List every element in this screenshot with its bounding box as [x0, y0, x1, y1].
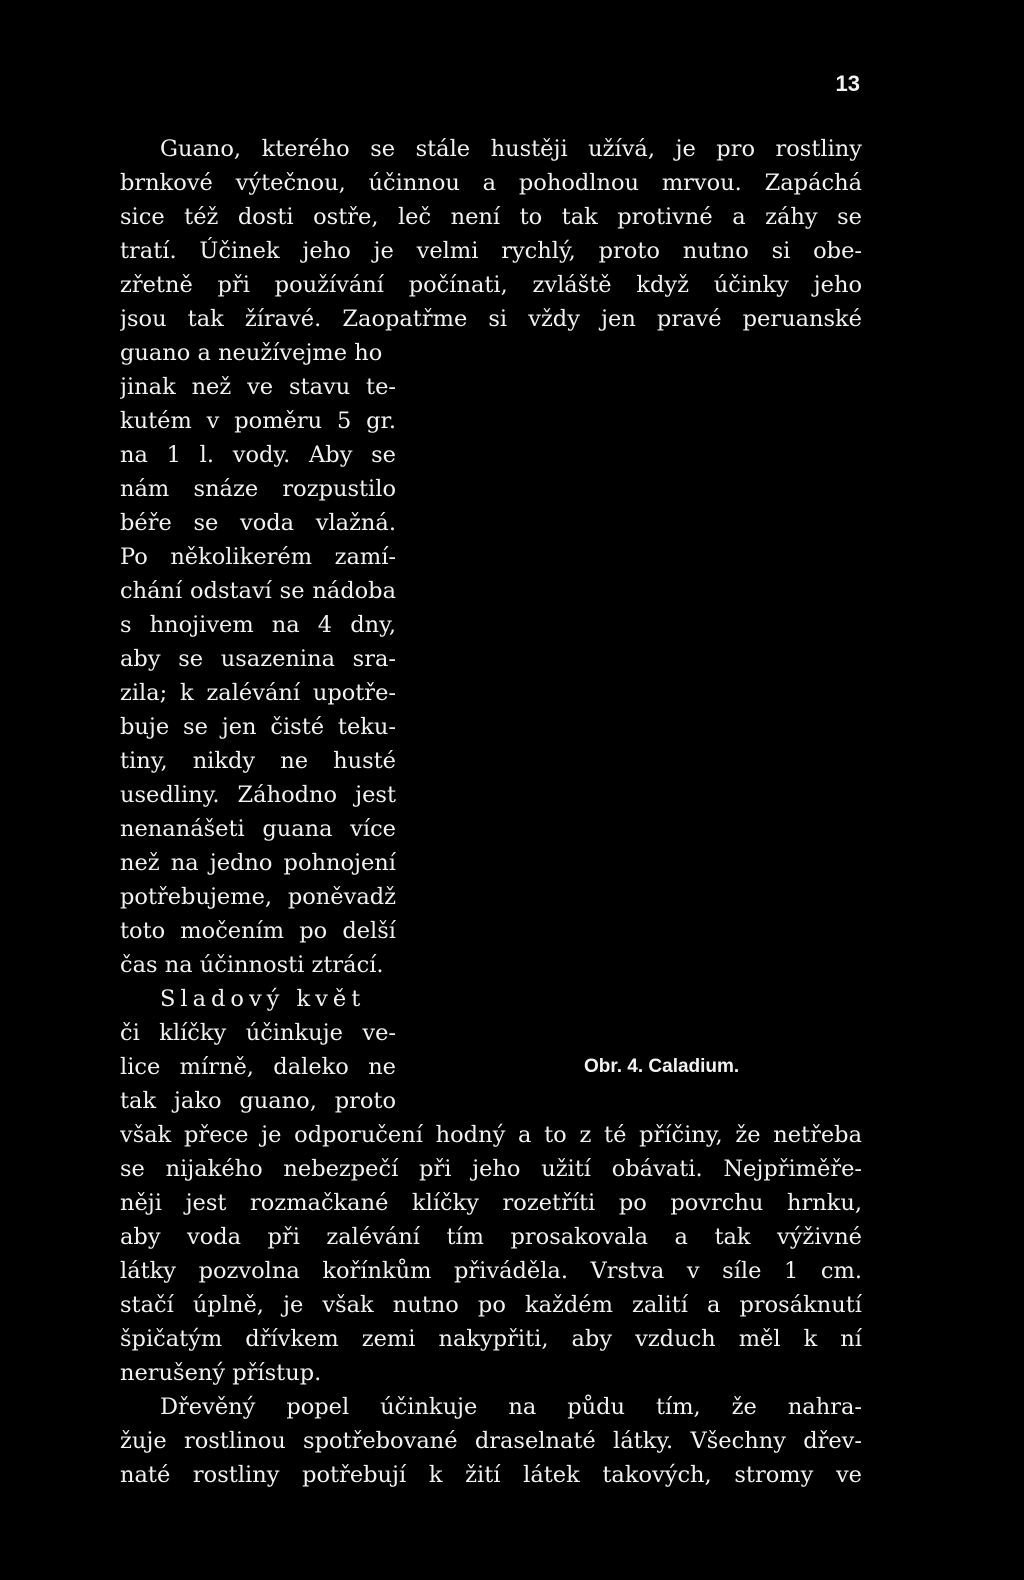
text-line: tiny, nikdy ne husté	[120, 748, 396, 774]
text-line: špičatým dřívkem zemi nakypřiti, aby vzduch měl k ní	[120, 1326, 862, 1352]
section-heading-drevny-popel: Dřevěný popel účinkuje na půdu tím, že nahra-	[160, 1394, 862, 1420]
text-line: brnkové výtečnou, účinnou a pohodlnou mrvou. Zapáchá	[120, 170, 862, 196]
text-line: usedliny. Záhodno jest	[120, 782, 396, 808]
text-line: guano a neužívejme ho	[120, 340, 383, 366]
text-line: zřetně při používání počínati, zvláště když účinky jeho	[120, 272, 862, 298]
text-line: stačí úplně, je však nutno po každém zalití a prosáknutí	[120, 1292, 862, 1318]
text-line: nenanášeti guana více	[120, 816, 396, 842]
text-line: Po několikerém zamí-	[120, 544, 396, 570]
text-line: jinak než ve stavu te-	[120, 374, 396, 400]
text-line: Guano, kterého se stále hustěji užívá, je pro rostliny	[160, 136, 862, 162]
text-line: nerušený přístup.	[120, 1360, 322, 1386]
text-line: buje se jen čisté teku-	[120, 714, 396, 740]
text-line: béře se voda vlažná.	[120, 510, 396, 536]
text-line: látky pozvolna kořínkům přiváděla. Vrstva v síle 1 cm.	[120, 1258, 862, 1284]
text-line: na 1 l. vody. Aby se	[120, 442, 396, 468]
text-line: či klíčky účinkuje ve-	[120, 1020, 396, 1046]
text-line: však přece je odporučení hodný a to z té příčiny, že netřeba	[120, 1122, 862, 1148]
page-number: 13	[835, 71, 860, 96]
figure-caption: Obr. 4. Caladium.	[584, 1056, 740, 1077]
section-heading-sladovy-kvet: Sladový květ	[160, 986, 366, 1012]
text-line: lice mírně, daleko ne	[120, 1054, 396, 1080]
text-line: tratí. Účinek jeho je velmi rychlý, proto nutno si obe-	[120, 238, 862, 264]
text-line: něji jest rozmačkané klíčky rozetříti po povrchu hrnku,	[120, 1190, 862, 1216]
text-line: naté rostliny potřebují k žití látek takových, stromy ve	[120, 1462, 862, 1488]
text-line: chání odstaví se nádoba	[120, 578, 396, 604]
text-line: aby se usazenina sra-	[120, 646, 396, 672]
text-line: než na jedno pohnojení	[120, 850, 396, 876]
text-line: čas na účinnosti ztrácí.	[120, 952, 384, 978]
text-line: s hnojivem na 4 dny,	[120, 612, 396, 638]
text-line: jsou tak žíravé. Zaopatřme si vždy jen pravé peruanské	[120, 306, 862, 332]
text-line: toto močením po delší	[120, 918, 396, 944]
text-line: kutém v poměru 5 gr.	[120, 408, 396, 434]
text-line: tak jako guano, proto	[120, 1088, 396, 1114]
text-line: žuje rostlinou spotřebované draselnaté látky. Všechny dřev-	[120, 1428, 862, 1454]
text-line: se nijakého nebezpečí při jeho užití obávati. Nejpřiměře-	[120, 1156, 862, 1182]
text-line: nám snáze rozpustilo	[120, 476, 396, 502]
text-line: potřebujeme, poněvadž	[120, 884, 396, 910]
text-line: sice též dosti ostře, leč není to tak protivné a záhy se	[120, 204, 862, 230]
text-line: aby voda při zalévání tím prosakovala a tak výživné	[120, 1224, 862, 1250]
text-line: zila; k zalévání upotře-	[120, 680, 396, 706]
